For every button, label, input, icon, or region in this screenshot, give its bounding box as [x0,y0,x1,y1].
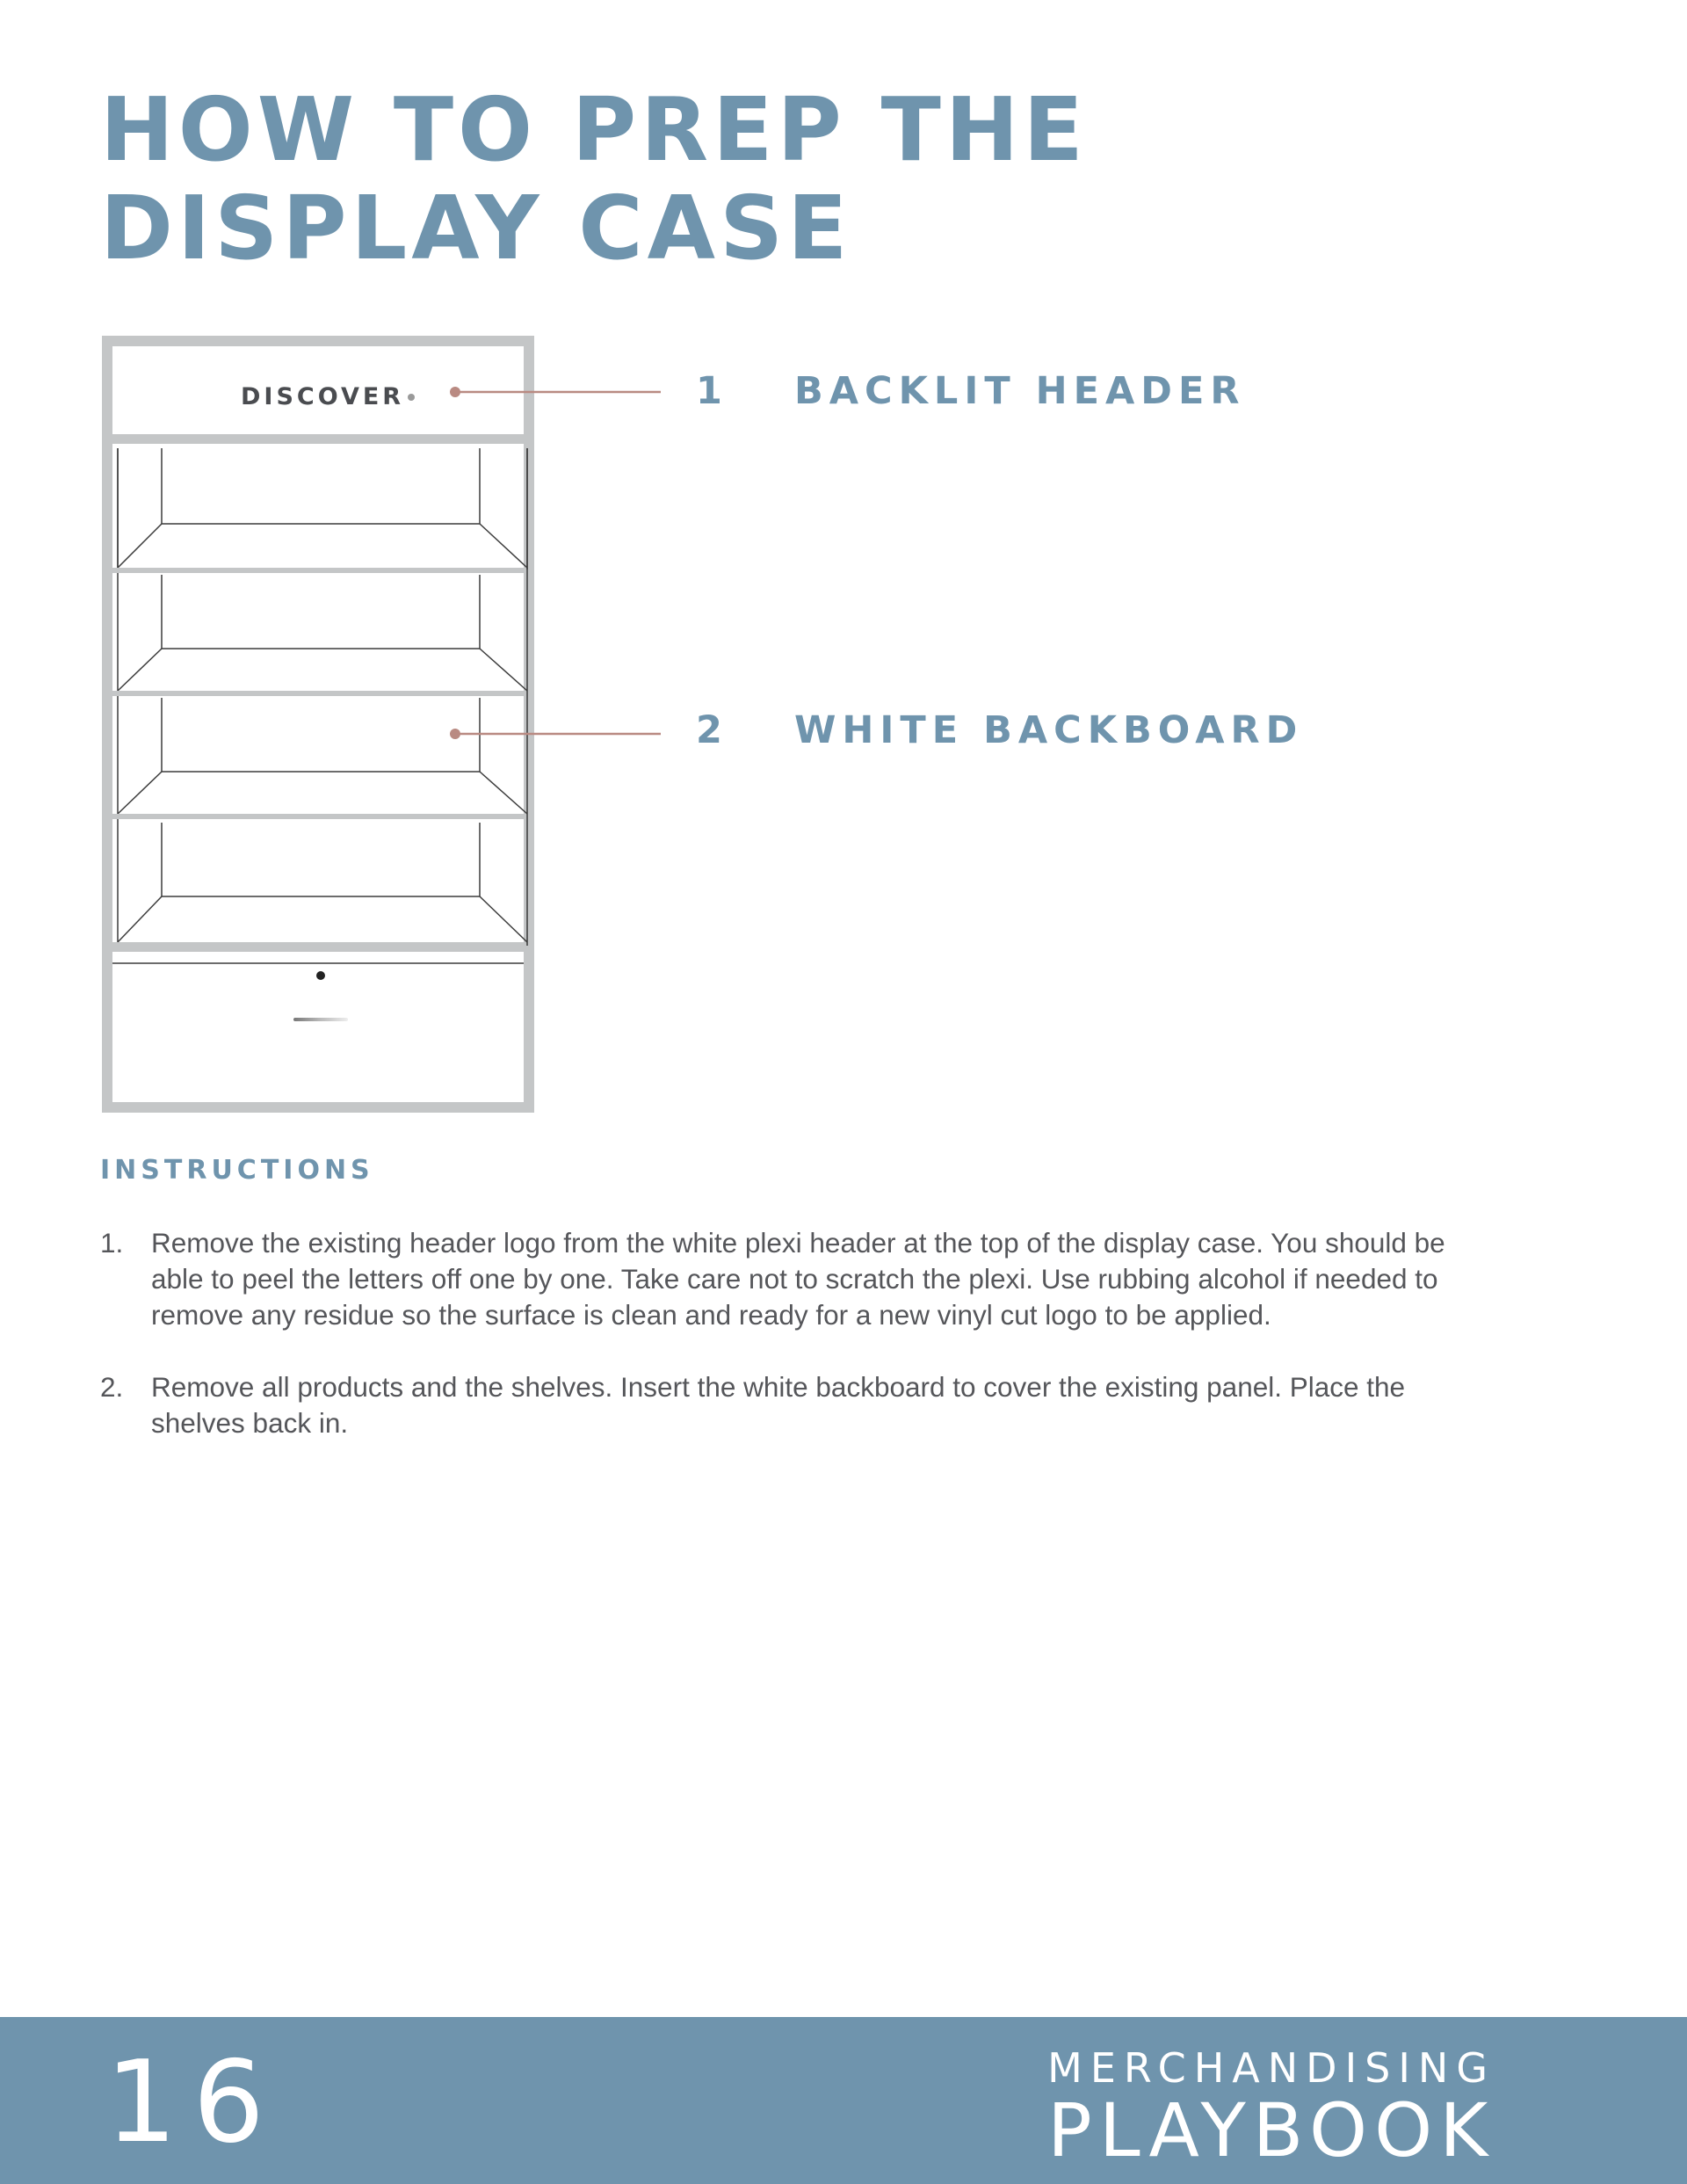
header-divider [112,434,524,444]
step-number: 2. [100,1371,124,1403]
callout-2-number: 2 [696,708,728,752]
brand-bottom-text: PLAYBOOK [1047,2087,1495,2173]
shelf-4 [112,942,524,952]
cabinet-handle [293,1018,348,1021]
lock-icon [316,971,325,980]
callout-2-dot [450,729,460,739]
step-text: Remove all products and the shelves. Insert the white backboard to cover the existing panel. Place the shelves back in. [151,1371,1406,1439]
instructions-heading: INSTRUCTIONS [100,1155,374,1186]
brand-logo [1047,2044,1495,2173]
page-title-line-2: DISPLAY CASE [100,177,852,279]
brand-top-text: MERCHANDISING [1047,2044,1495,2092]
page-title [100,78,1088,279]
case-outer-frame [107,341,529,1107]
callout-1-label: BACKLIT HEADER [794,369,1246,413]
shelf-3 [112,814,524,819]
instruction-step [100,1225,1471,1333]
instructions-list [100,1225,1471,1477]
display-case-diagram [97,330,668,1113]
footer-bar [0,2017,1687,2184]
callout-1-number: 1 [696,369,728,413]
header-logo-mark [408,394,415,401]
page-number: 16 [105,2037,280,2168]
step-number: 1. [100,1227,124,1259]
header-logo-text: DISCOVER [241,383,405,410]
callout-1-dot [450,387,460,397]
shelf-2 [112,691,524,696]
shelf-1 [112,568,524,573]
instruction-step [100,1369,1471,1441]
callout-2-label: WHITE BACKBOARD [794,708,1304,752]
step-text: Remove the existing header logo from the white plexi header at the top of the display case. You should be able to peel the letters off one by one. Take care not to scratch the plexi. Use rubbing alcohol if needed to remove any residue so the surface is clean and ready for a new vinyl cut logo to be applied. [151,1227,1445,1331]
page-title-line-1: HOW TO PREP THE [100,78,1088,181]
